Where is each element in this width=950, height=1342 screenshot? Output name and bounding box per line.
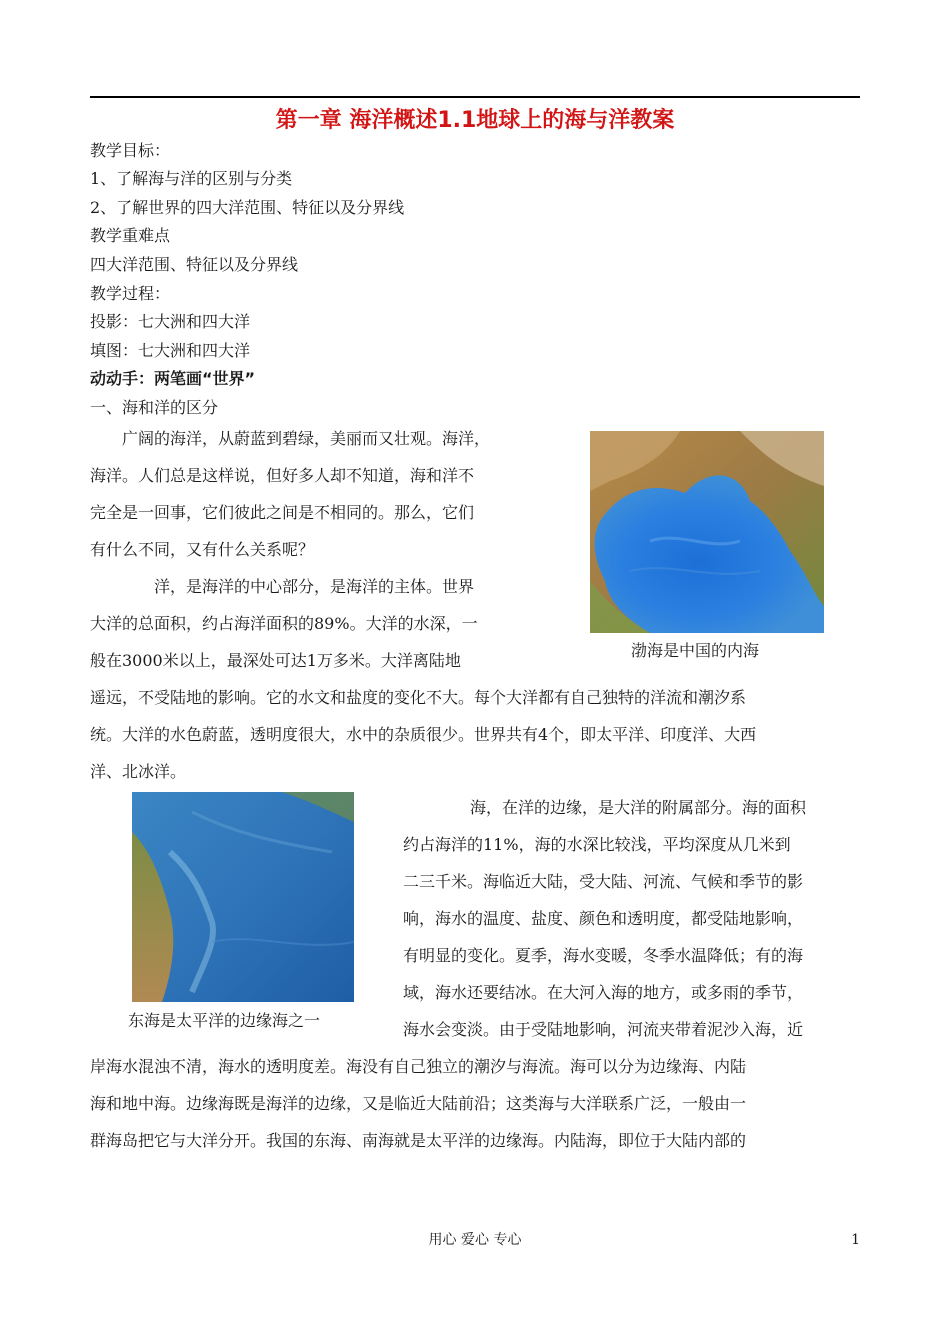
para3-line: 域，海水还要结冰。在大河入海的地方，或多雨的季节，	[403, 983, 804, 1002]
para2-line: 洋，是海洋的中心部分，是海洋的主体。世界	[154, 577, 475, 596]
para2-line: 遥远，不受陆地的影响。它的水文和盐度的变化不大。每个大洋都有自己独特的洋流和潮汐系	[90, 688, 747, 707]
activity-line: 动动手：两笔画“世界”	[90, 369, 256, 388]
para1-line: 广阔的海洋，从蔚蓝到碧绿，美丽而又壮观。海洋，	[122, 429, 491, 448]
key-points: 四大洋范围、特征以及分界线	[90, 255, 299, 274]
bohai-satellite-image	[590, 431, 824, 633]
para1-line: 完全是一回事，它们彼此之间是不相同的。那么，它们	[90, 503, 475, 522]
projection-line: 投影：七大洲和四大洋	[90, 312, 251, 331]
donghai-satellite-image	[132, 792, 354, 1002]
para3-line: 响，海水的温度、盐度、颜色和透明度，都受陆地影响，	[403, 909, 804, 928]
para2-line: 统。大洋的水色蔚蓝，透明度很大，水中的杂质很少。世界共有4个，即太平洋、印度洋、大西	[90, 725, 757, 744]
para2-line: 大洋的总面积，约占海洋面积的89%。大洋的水深，一	[90, 614, 478, 633]
para3-line: 群海岛把它与大洋分开。我国的东海、南海就是太平洋的边缘海。内陆海，即位于大陆内部的	[90, 1131, 747, 1150]
key-points-heading: 教学重难点	[90, 226, 171, 245]
para3-line: 海水会变淡。由于受陆地影响，河流夹带着泥沙入海，近	[403, 1020, 804, 1039]
para3-line: 二三千米。海临近大陆，受大陆、河流、气候和季节的影	[403, 872, 804, 891]
section-heading: 一、海和洋的区分	[90, 398, 219, 417]
bohai-caption: 渤海是中国的内海	[631, 641, 760, 660]
page-footer: 用心 爱心 专心	[428, 1232, 522, 1248]
para2-line: 洋、北冰洋。	[90, 762, 187, 781]
fill-map-line: 填图：七大洲和四大洋	[90, 341, 251, 360]
header-rule	[90, 96, 860, 98]
objective-1: 1、了解海与洋的区别与分类	[90, 169, 293, 188]
para3-line: 约占海洋的11%，海的水深比较浅，平均深度从几米到	[403, 835, 791, 854]
para3-line: 有明显的变化。夏季，海水变暖，冬季水温降低；有的海	[403, 946, 804, 965]
para3-line: 海，在洋的边缘，是大洋的附属部分。海的面积	[470, 798, 807, 817]
page-title: 第一章 海洋概述1.1地球上的海与洋教案	[275, 108, 675, 133]
para3-line: 岸海水混浊不清，海水的透明度差。海没有自己独立的潮汐与海流。海可以分为边缘海、内陆	[90, 1057, 747, 1076]
objectives-heading: 教学目标：	[90, 141, 171, 160]
objective-2: 2、了解世界的四大洋范围、特征以及分界线	[90, 198, 405, 217]
para3-line: 海和地中海。边缘海既是海洋的边缘，又是临近大陆前沿；这类海与大洋联系广泛，一般由一	[90, 1094, 747, 1113]
para1-line: 海洋。人们总是这样说，但好多人却不知道，海和洋不	[90, 466, 475, 485]
para2-line: 般在3000米以上，最深处可达1万多米。大洋离陆地	[90, 651, 461, 670]
process-heading: 教学过程：	[90, 284, 171, 303]
para1-line: 有什么不同，又有什么关系呢？	[90, 540, 315, 559]
donghai-caption: 东海是太平洋的边缘海之一	[128, 1011, 321, 1030]
page-number: 1	[851, 1232, 860, 1248]
